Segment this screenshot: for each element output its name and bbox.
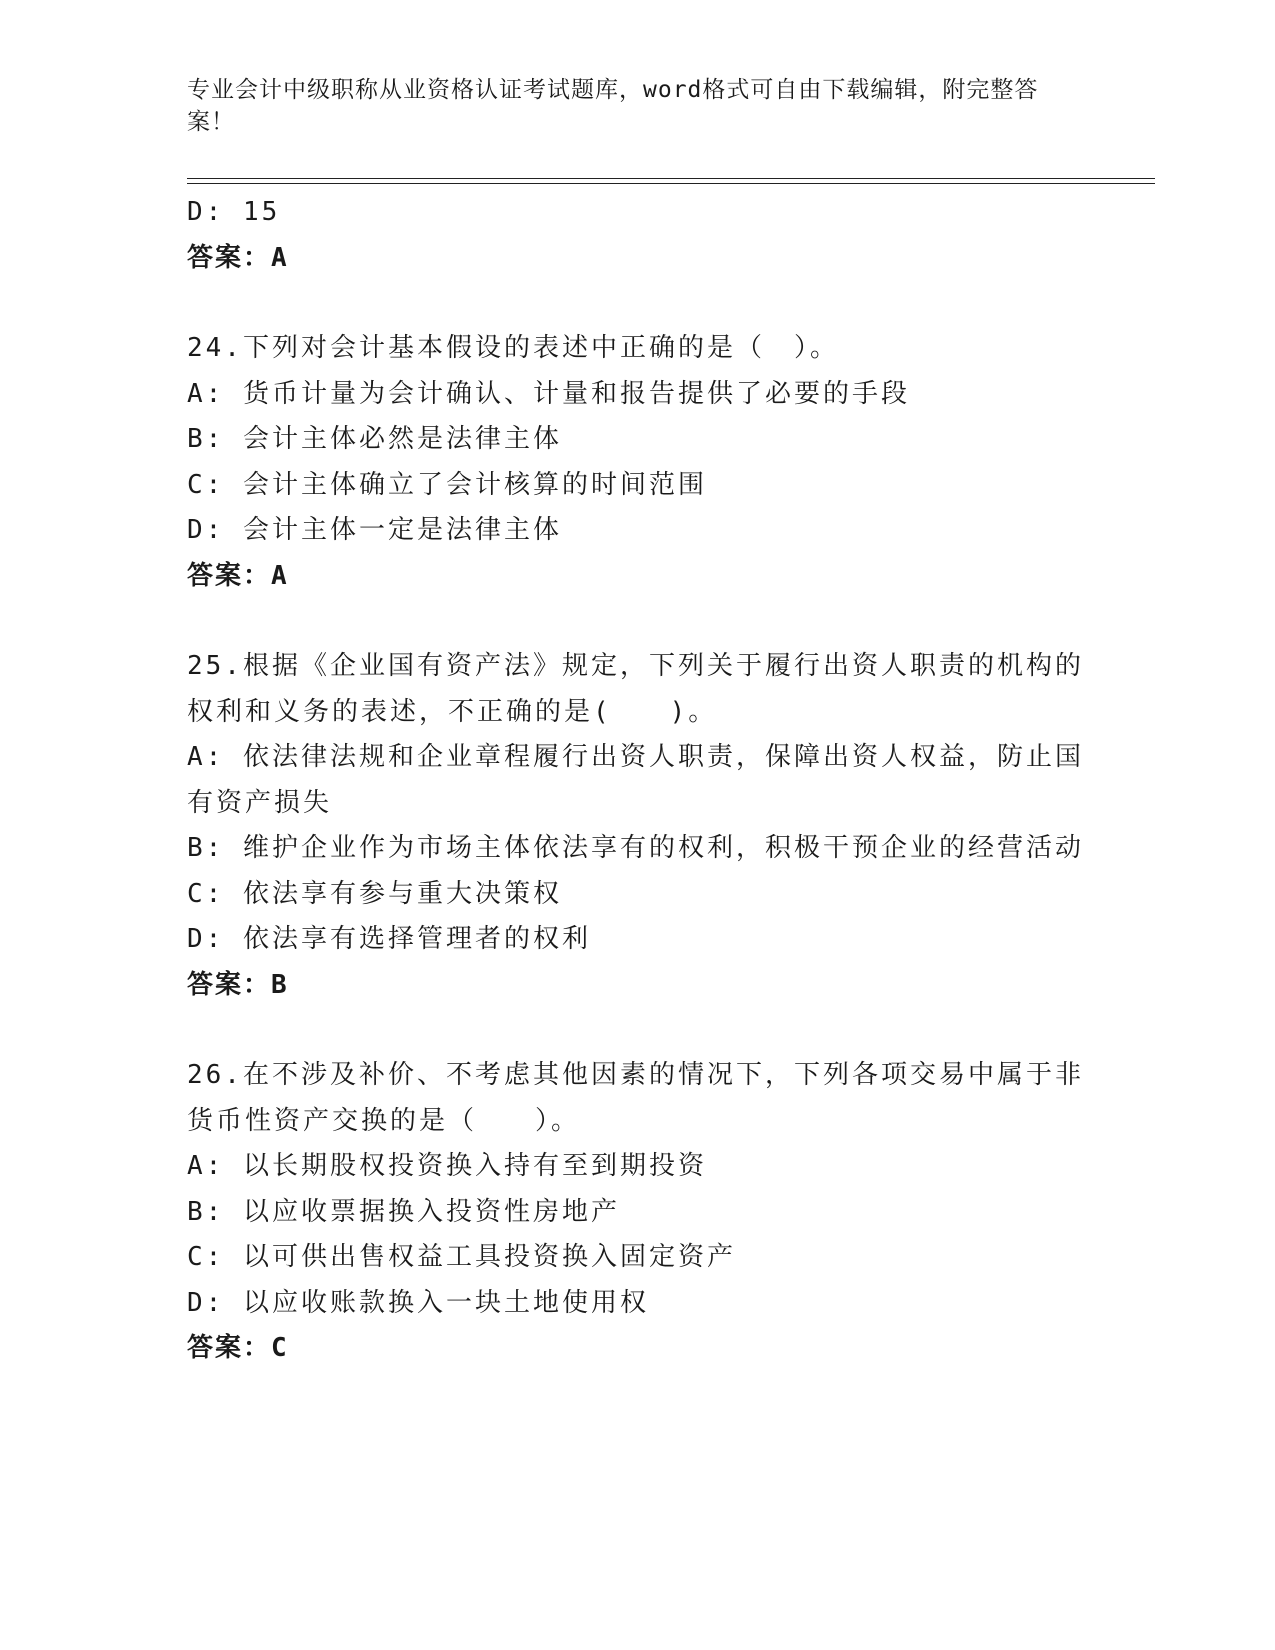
option-b: B: 以应收票据换入投资性房地产	[187, 1196, 620, 1227]
option-b: B: 维护企业作为市场主体依法享有的权利，积极干预企业的经营活动	[187, 833, 1084, 863]
question-24	[187, 326, 1087, 599]
spacer	[187, 1008, 1087, 1053]
prev-option-d: D: 15	[187, 197, 281, 227]
option-d: D: 以应收账款换入一块土地使用权	[187, 1287, 649, 1318]
option-a: A: 货币计量为会计确认、计量和报告提供了必要的手段	[187, 378, 910, 409]
option-c: C: 会计主体确立了会计核算的时间范围	[187, 469, 707, 500]
question-26	[187, 1053, 1087, 1372]
answer: 答案：B	[187, 969, 289, 1000]
option-d: D: 依法享有选择管理者的权利	[187, 924, 591, 954]
spacer	[187, 281, 1087, 326]
answer: 答案：C	[187, 1333, 289, 1363]
option-b: B: 会计主体必然是法律主体	[187, 424, 562, 454]
question-title: 25.根据《企业国有资产法》规定，下列关于履行出资人职责的机构的权利和义务的表述，不正确的是( )。	[187, 651, 1084, 727]
spacer	[187, 599, 1087, 644]
question-title: 24.下列对会计基本假设的表述中正确的是（ ）。	[187, 333, 839, 363]
option-a: A: 以长期股权投资换入持有至到期投资	[187, 1151, 707, 1181]
option-d: D: 会计主体一定是法律主体	[187, 515, 562, 545]
question-content	[187, 190, 1087, 1372]
header-rule-bottom	[187, 183, 1155, 184]
answer: 答案：A	[187, 560, 289, 591]
prev-answer: 答案：A	[187, 242, 289, 273]
option-a: A: 依法律法规和企业章程履行出资人职责，保障出资人权益，防止国有资产损失	[187, 742, 1084, 818]
option-c: C: 依法享有参与重大决策权	[187, 878, 562, 909]
option-c: C: 以可供出售权益工具投资换入固定资产	[187, 1242, 736, 1272]
header-note: 专业会计中级职称从业资格认证考试题库，word格式可自由下载编辑，附完整答案！	[187, 77, 1039, 135]
header-rule-top	[187, 178, 1155, 179]
question-25	[187, 644, 1087, 1008]
question-title: 26.在不涉及补价、不考虑其他因素的情况下，下列各项交易中属于非货币性资产交换的是（ ）。	[187, 1060, 1084, 1136]
